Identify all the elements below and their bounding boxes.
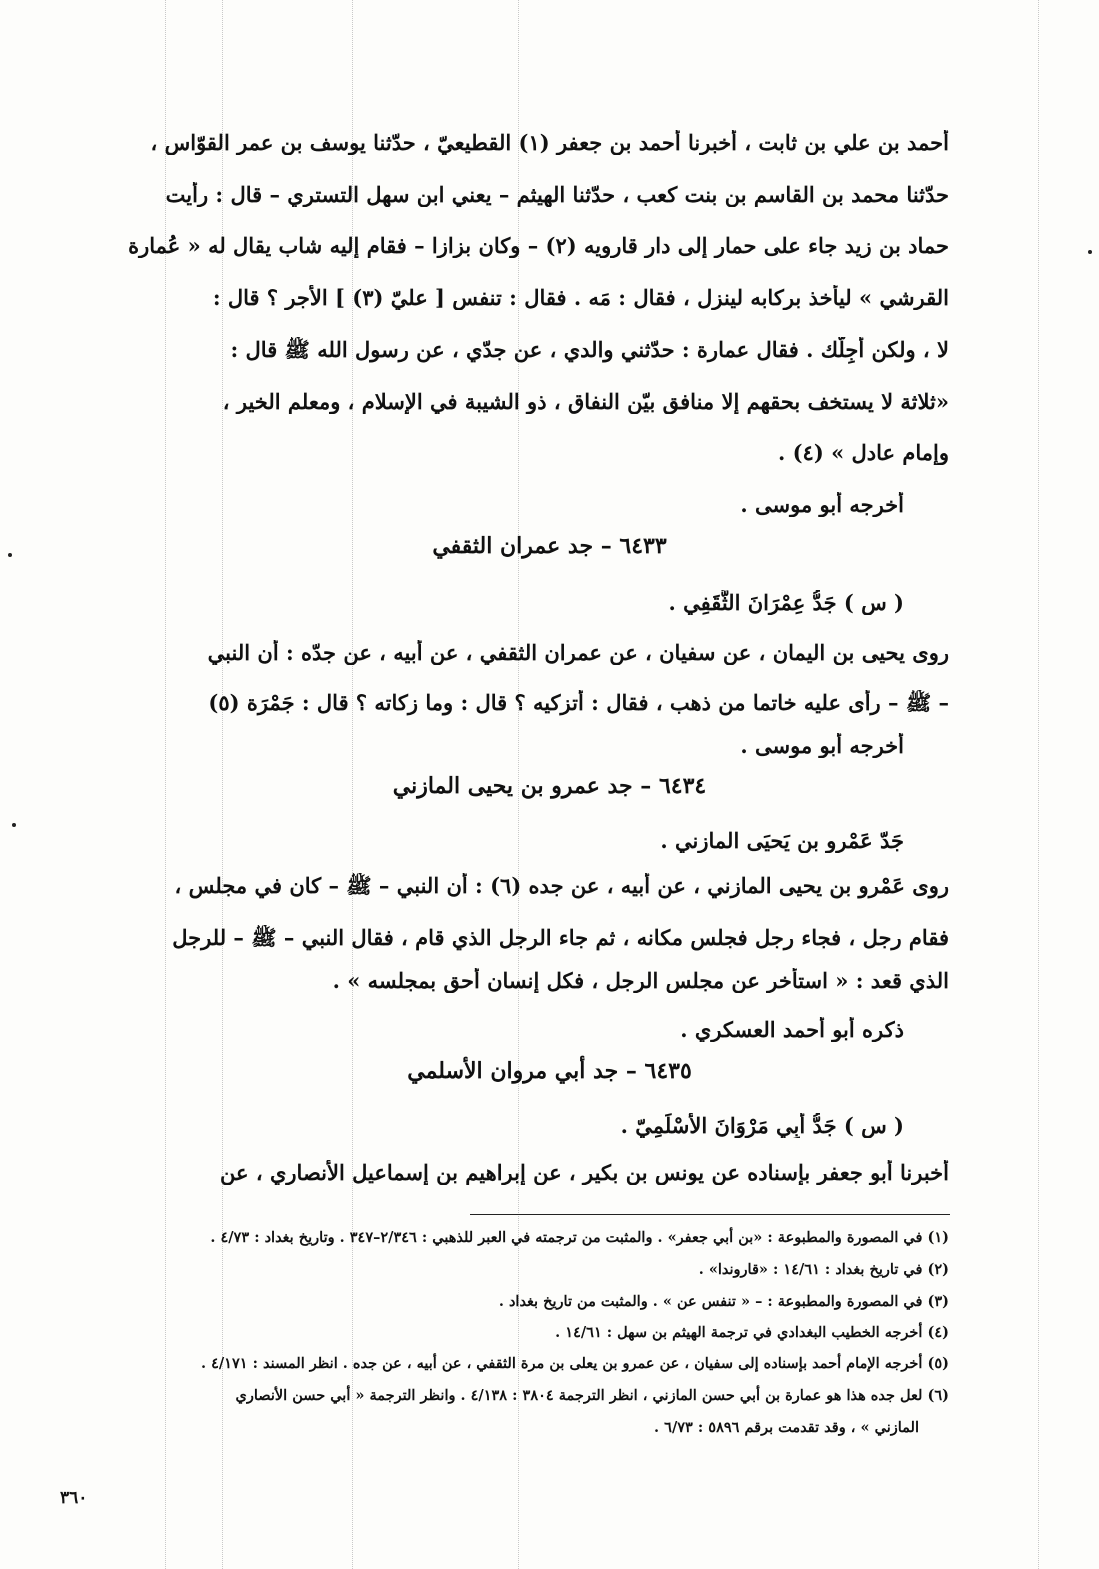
entry-heading: ٦٤٣٤ – جد عمرو بن يحيى المازني [392,773,707,799]
entry-heading: ٦٤٣٥ – جد أبي مروان الأسلمي [407,1058,692,1084]
footnote: (٥) أخرجه الإمام أحمد بإسناده إلى سفيان ، عن عمرو بن يعلى بن مرة الثقفي ، عن أبيه ، عن جده . انظر المسند : ٤/١٧١ . [200,1355,949,1372]
entry-title: ( س ) جَدُّ أَبِي مَرْوَانَ الأَسْلَمِيّ . [620,1113,904,1138]
attribution-line: ذكره أبو أحمد العسكري . [680,1017,904,1042]
entry-title: جَدّ عَمْرو بن يَحيَى المازني . [660,828,904,853]
scan-speck [1088,250,1092,254]
scan-speck [12,823,16,827]
text-line: لا ، ولكن أُجِلُّك . فقال عمارة : حدّثني والدي ، عن جدّي ، عن رسول الله ﷺ قال : [230,337,949,362]
page-number: ٣٦٠ [60,1488,88,1508]
text-line: فقام رجل ، فجاء رجل فجلس مكانه ، ثم جاء الرجل الذي قام ، فقال النبي – ﷺ – للرجل [172,925,949,950]
attribution-line: أخرجه أبو موسى . [740,733,904,758]
footnote: (٣) في المصورة والمطبوعة : – « تنفس عن » . والمثبت من تاريخ بغداد . [498,1293,949,1310]
footnote: (١) في المصورة والمطبوعة : «بن أبي جعفر» . والمثبت من ترجمته في العبر للذهبي : ٢/٣٤٦–٣٤٧ . وتاريخ بغداد : ٤/٧٣ . [210,1229,949,1246]
attribution-line: أخرجه أبو موسى . [740,492,904,517]
text-line: حدّثنا محمد بن القاسم بن بنت كعب ، حدّثنا الهيثم – يعني ابن سهل التستري – قال : رأيت [165,182,949,207]
footnote: (٦) لعل جده هذا هو عمارة بن أبي حسن المازني ، انظر الترجمة ٣٨٠٤ : ٤/١٣٨ . وانظر الترجمة « أبي حسن الأنصاري [235,1387,949,1404]
entry-title: ( س ) جَدُّ عِمْرَانَ الثَّقَفِي . [668,590,904,615]
text-line: حماد بن زيد جاء على حمار إلى دار قارويه (٢) – وكان بزازا – فقام إليه شاب يقال له « عُمارة [128,233,949,258]
text-line: الذي قعد : « استأخر عن مجلس الرجل ، فكل إنسان أحق بمجلسه » . [332,968,949,993]
text-line: روى عَمْرو بن يحيى المازني ، عن أبيه ، عن جده (٦) : أن النبي – ﷺ – كان في مجلس ، [174,873,949,898]
text-line: القرشي » ليأخذ بركابه لينزل ، فقال : مَه . فقال : تنفس [ عليّ (٣) ] الأجر ؟ قال : [212,285,949,310]
text-line: أحمد بن علي بن ثابت ، أخبرنا أحمد بن جعفر (١) القطيعيّ ، حدّثنا يوسف بن عمر القوّاس ، [150,130,949,155]
text-line: وإمام عادل » (٤) . [777,440,949,465]
text-line: أخبرنا أبو جعفر بإسناده عن يونس بن بكير ، عن إبراهيم بن إسماعيل الأنصاري ، عن [220,1160,949,1185]
text-line: روى يحيى بن اليمان ، عن سفيان ، عن عمران الثقفي ، عن أبيه ، عن جدّه : أن النبي [207,640,949,665]
footnote-separator [470,1214,950,1215]
text-line: – ﷺ – رأى عليه خاتما من ذهب ، فقال : أتزكيه ؟ قال : وما زكاته ؟ قال : جَمْرَة (٥) [208,690,949,715]
footnote: (٢) في تاريخ بغداد : ١٤/٦١ : «قاروندا» . [698,1261,949,1278]
entry-heading: ٦٤٣٣ – جد عمران الثقفي [432,533,667,559]
footnote-continuation: المازني » ، وقد تقدمت برقم ٥٨٩٦ : ٦/٧٣ . [654,1419,919,1436]
footnote: (٤) أخرجه الخطيب البغدادي في ترجمة الهيثم بن سهل : ١٤/٦١ . [555,1324,949,1341]
text-line: «ثلاثة لا يستخف بحقهم إلا منافق بيّن النفاق ، ذو الشيبة في الإسلام ، ومعلم الخير ، [222,389,949,414]
